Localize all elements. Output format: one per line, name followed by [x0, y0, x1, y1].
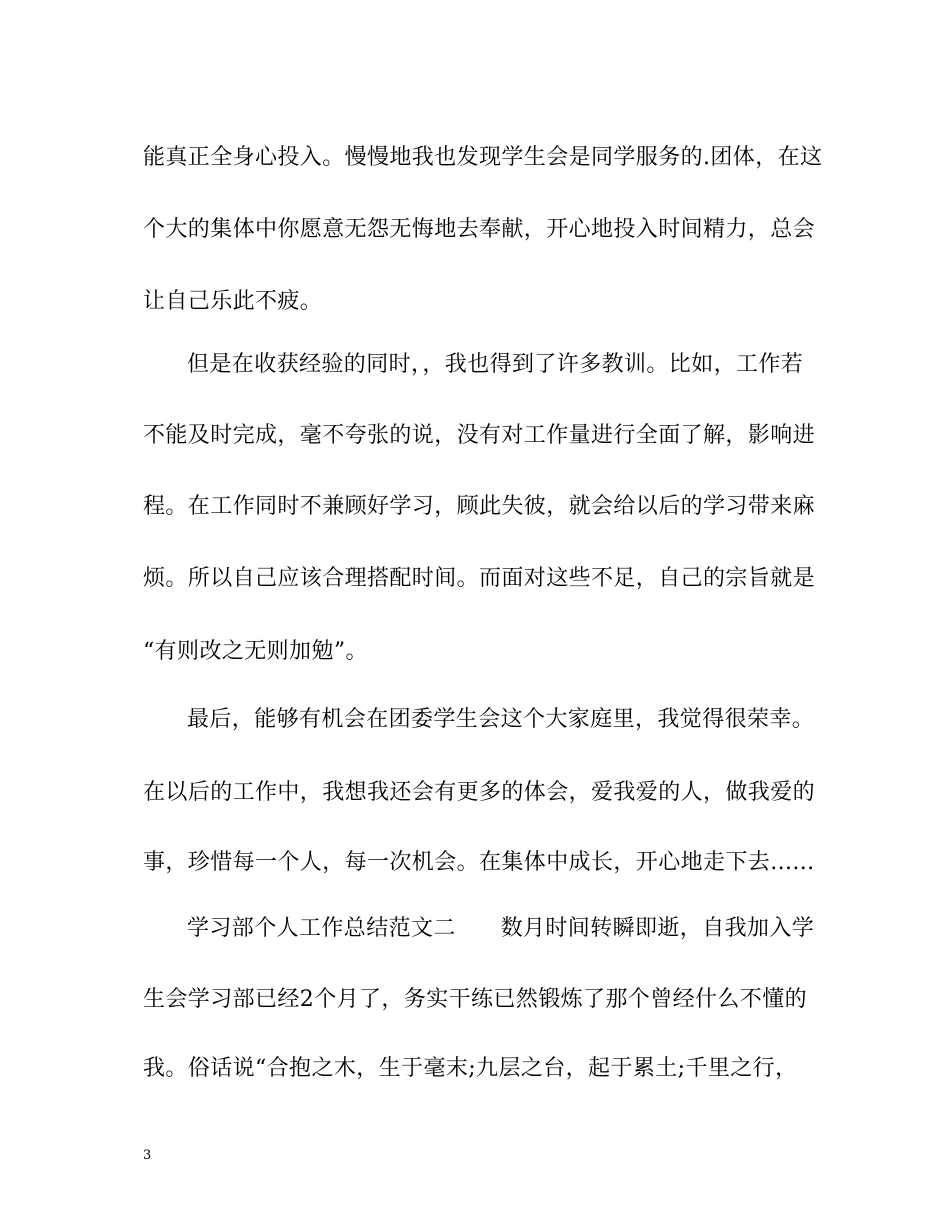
- text-line: 在以后的工作中，我想我还会有更多的体会，爱我爱的人，做我爱的: [143, 780, 816, 805]
- text-line: 不能及时完成，毫不夸张的说，没有对工作量进行全面了解，影响进: [143, 423, 816, 448]
- paragraph-first-line: 但是在收获经验的同时，，我也得到了许多教训。比如，工作若: [187, 352, 804, 377]
- text-line: 生会学习部已经2个月了，务实干练已然锻炼了那个曾经什么不懂的: [143, 987, 807, 1012]
- text-line: 我。俗话说“合抱之木，生于毫末;九层之台，起于累土;千里之行，: [143, 1056, 798, 1081]
- page-number: 3: [143, 1148, 152, 1163]
- paragraph-first-line: 学习部个人工作总结范文二 数月时间转瞬即逝，自我加入学: [187, 916, 815, 941]
- paragraph-first-line: 最后，能够有机会在团委学生会这个大家庭里，我觉得很荣幸。: [187, 707, 815, 732]
- text-line: 能真正全身心投入。慢慢地我也发现学生会是同学服务的.团体，在这: [143, 145, 823, 170]
- text-line: 个大的集体中你愿意无怨无悔地去奉献，开心地投入时间精力，总会: [143, 217, 816, 242]
- text-line: 程。在工作同时不兼顾好学习，顾此失彼，就会给以后的学习带来麻: [143, 494, 816, 519]
- text-line: 事，珍惜每一个人，每一次机会。在集体中成长，开心地走下去......: [143, 850, 815, 875]
- text-line: 烦。所以自己应该合理搭配时间。而面对这些不足，自己的宗旨就是: [143, 566, 816, 591]
- text-line: 让自己乐此不疲。: [143, 289, 323, 314]
- text-line: “有则改之无则加勉”。: [143, 639, 368, 664]
